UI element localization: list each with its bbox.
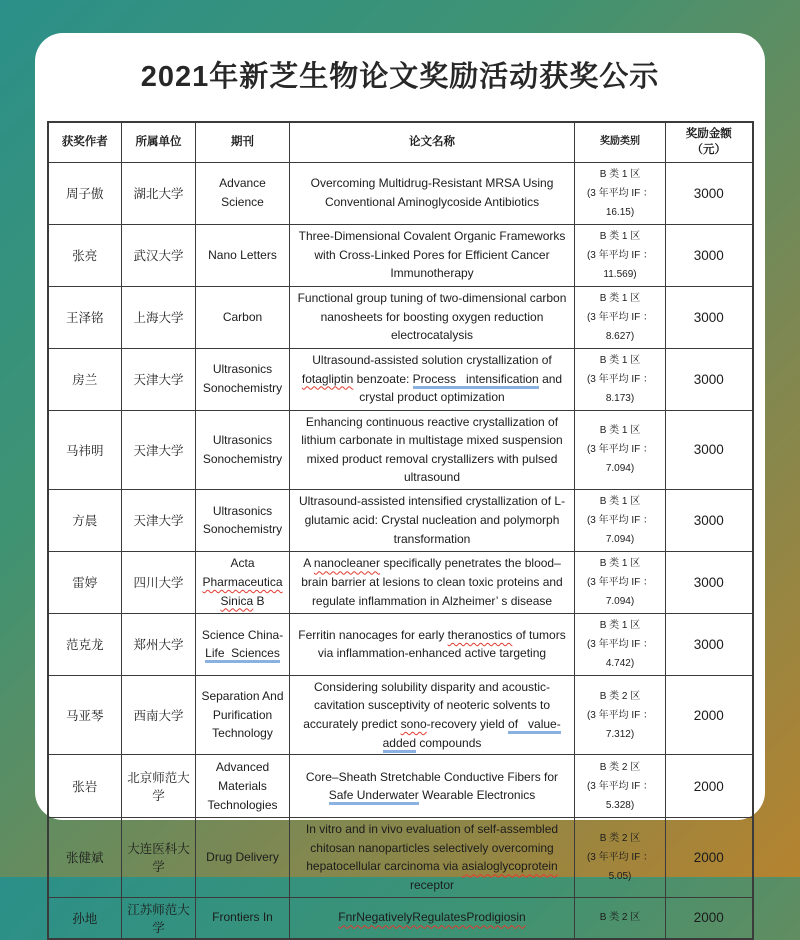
award-table [47, 121, 754, 940]
affiliation-cell: 江苏师范大学 [122, 897, 196, 939]
journal-cell [196, 162, 290, 224]
spellcheck-red-underline: FnrNegativelyRegulatesProdigiosin [338, 910, 526, 925]
award-amount-cell: 3000 [666, 489, 753, 551]
award-category-cell [575, 489, 666, 551]
table-row [48, 818, 753, 897]
award-category-cell [575, 818, 666, 897]
author-cell: 马亚琴 [48, 675, 122, 754]
affiliation-cell: 四川大学 [122, 551, 196, 613]
award-table-body [48, 162, 753, 939]
affiliation-cell: 上海大学 [122, 286, 196, 348]
paper-title-cell [290, 286, 575, 348]
column-header: 奖励类别 [575, 122, 666, 162]
award-amount-cell: 2000 [666, 755, 753, 818]
grammar-blue-underline: Process intensification [413, 372, 539, 389]
table-row [48, 162, 753, 224]
award-category-cell [575, 162, 666, 224]
text-segment: Separation And Purification Technology [201, 689, 284, 741]
text-segment: Acta [230, 556, 255, 571]
text-segment: Science China- [201, 627, 284, 642]
author-cell: 张岩 [48, 755, 122, 818]
award-amount-cell: 3000 [666, 348, 753, 410]
text-segment: Carbon [222, 309, 263, 324]
text-segment: specifically penetrates the blood– brain barrier at lesions to clean toxic proteins and regulate inflammation in Alzheimer’ s disease [301, 556, 563, 608]
paper-title-cell [290, 410, 575, 489]
award-category-cell [575, 410, 666, 489]
award-category-cell [575, 551, 666, 613]
category-line: B 类 1 区 [599, 619, 641, 631]
paper-title-cell [290, 551, 575, 613]
header-row [48, 122, 753, 162]
text-segment: Ultrasound-assisted solution crystallization of [312, 353, 552, 368]
table-row [48, 348, 753, 410]
category-line: (3 年平均 IF ：8.173) [586, 373, 654, 404]
award-category-cell [575, 613, 666, 675]
text-segment: -recovery yield [426, 717, 509, 732]
table-row [48, 551, 753, 613]
journal-cell [196, 410, 290, 489]
author-cell: 张亮 [48, 224, 122, 286]
award-amount-cell: 2000 [666, 818, 753, 897]
spellcheck-red-underline: fotagliptin [301, 371, 354, 386]
paper-title-cell [290, 613, 575, 675]
table-row [48, 613, 753, 675]
text-segment: Frontiers In [212, 910, 273, 925]
grammar-blue-underline: of value-added [383, 717, 561, 753]
text-segment: and crystal product optimization [359, 371, 563, 405]
text-segment: Ferritin nanocages for early [298, 627, 448, 642]
award-category-cell [575, 755, 666, 818]
column-header: 所属单位 [122, 122, 196, 162]
text-segment: Nano Letters [208, 247, 277, 262]
journal-cell [196, 286, 290, 348]
text-segment: compounds [416, 735, 482, 750]
journal-cell [196, 897, 290, 939]
affiliation-cell: 天津大学 [122, 410, 196, 489]
category-line: B 类 2 区 [599, 912, 641, 924]
author-cell: 孙地 [48, 897, 122, 939]
text-segment: of tumors via inflammation-enhanced active targeting [317, 627, 566, 661]
award-category-cell [575, 224, 666, 286]
table-header [48, 122, 753, 162]
author-cell: 周子傲 [48, 162, 122, 224]
table-row [48, 489, 753, 551]
text-segment: receptor [409, 878, 455, 893]
category-line: (3 年平均 IF ： [586, 249, 654, 261]
category-line: B 类 1 区 [599, 230, 641, 242]
text-segment: Overcoming Multidrug-Resistant MRSA Using Conventional Aminoglycoside Antibiotics [310, 176, 554, 209]
paper-title-cell [290, 897, 575, 939]
text-segment: In vitro and in vivo evaluation of self-assembled chitosan nanoparticles selectively overcoming hepatocellular carcinoma via [305, 822, 559, 874]
text-segment: Drug Delivery [206, 850, 279, 865]
author-cell: 王泽铭 [48, 286, 122, 348]
text-segment: Functional group tuning of two-dimensional carbon nanosheets for boosting oxygen reduction electrocatalysis [297, 291, 567, 343]
paper-title-cell [290, 348, 575, 410]
text-segment: Wearable Electronics [418, 788, 536, 803]
grammar-blue-underline: Safe Underwater [329, 788, 419, 805]
award-category-cell [575, 286, 666, 348]
text-segment: Advanced Materials Technologies [207, 760, 278, 812]
paper-title-cell [290, 489, 575, 551]
text-segment: Core–Sheath Stretchable Conductive Fibers for [305, 769, 559, 784]
category-line: 11.569) [603, 268, 637, 280]
award-category-cell [575, 675, 666, 754]
table-row [48, 286, 753, 348]
affiliation-cell: 郑州大学 [122, 613, 196, 675]
journal-cell [196, 675, 290, 754]
table-row [48, 410, 753, 489]
page-title: 2021年新芝生物论文奖励活动获奖公示 [140, 61, 660, 93]
category-line: (3 年平均 IF ： 5.05) [586, 851, 654, 882]
paper-title-cell [290, 224, 575, 286]
award-amount-cell: 2000 [666, 897, 753, 939]
spellcheck-red-underline: nanocleaner [313, 556, 380, 571]
paper-title-cell [290, 162, 575, 224]
category-line: B 类 2 区 [599, 761, 641, 773]
journal-cell [196, 818, 290, 897]
grammar-blue-underline: Life Sciences [205, 646, 280, 663]
paper-title-cell [290, 755, 575, 818]
affiliation-cell: 天津大学 [122, 348, 196, 410]
award-category-cell [575, 348, 666, 410]
table-row [48, 897, 753, 939]
journal-cell [196, 755, 290, 818]
category-line: B 类 1 区 [599, 425, 641, 437]
text-segment: Ultrasonics Sonochemistry [202, 503, 283, 537]
category-line: (3 年平均 IF ：4.742) [586, 638, 654, 669]
column-header: 期刊 [196, 122, 290, 162]
column-header: 论文名称 [290, 122, 575, 162]
journal-cell [196, 224, 290, 286]
author-cell: 马祎明 [48, 410, 122, 489]
column-header: 获奖作者 [48, 122, 122, 162]
affiliation-cell: 北京师范大学 [122, 755, 196, 818]
category-line: (3 年平均 IF ：7.094) [586, 444, 654, 475]
category-line: (3 年平均 IF ：16.15) [586, 187, 654, 218]
category-line: (3 年平均 IF ：7.312) [586, 709, 654, 740]
category-line: B 类 1 区 [599, 292, 641, 304]
affiliation-cell: 西南大学 [122, 675, 196, 754]
text-segment: A [303, 556, 314, 571]
table-row [48, 755, 753, 818]
journal-cell [196, 613, 290, 675]
award-amount-cell: 2000 [666, 675, 753, 754]
award-amount-cell: 3000 [666, 613, 753, 675]
text-segment: Ultrasound-assisted intensified crystallization of L-glutamic acid: Crystal nucleation and polymorph transformation [298, 494, 566, 546]
journal-cell [196, 348, 290, 410]
category-line: (3 年平均 IF ：5.328) [586, 780, 654, 811]
author-cell: 房兰 [48, 348, 122, 410]
table-row [48, 675, 753, 754]
text-segment: Ultrasonics Sonochemistry [202, 362, 283, 395]
award-amount-cell: 3000 [666, 162, 753, 224]
award-amount-cell: 3000 [666, 551, 753, 613]
category-line: B 类 1 区 [599, 168, 641, 180]
category-line: B 类 1 区 [599, 557, 641, 569]
affiliation-cell: 湖北大学 [122, 162, 196, 224]
text-segment: benzoate: [353, 371, 413, 386]
table-row [48, 224, 753, 286]
spellcheck-red-underline: sono [400, 717, 427, 732]
category-line: (3 年平均 IF ：7.094) [586, 576, 654, 607]
affiliation-cell: 天津大学 [122, 489, 196, 551]
category-line: B 类 2 区 [599, 690, 641, 702]
award-category-cell [575, 897, 666, 939]
text-segment: Ultrasonics Sonochemistry [202, 433, 283, 466]
spellcheck-red-underline: asialoglycoprotein [461, 859, 558, 874]
paper-title-cell [290, 675, 575, 754]
text-segment: Considering solubility disparity and acoustic-cavitation susceptivity of neoteric solvents to accurately predict [303, 679, 551, 732]
text-segment: Three-Dimensional Covalent Organic Frameworks with Cross-Linked Pores for Efficient Cancer Immunotherapy [298, 229, 566, 281]
affiliation-cell: 大连医科大学 [122, 818, 196, 897]
author-cell: 范克龙 [48, 613, 122, 675]
text-segment: B [253, 593, 265, 608]
award-amount-cell: 3000 [666, 286, 753, 348]
category-line: B 类 1 区 [599, 495, 641, 507]
announcement-card [35, 33, 765, 935]
paper-title-cell [290, 818, 575, 897]
spellcheck-red-underline: Sinica [220, 593, 254, 608]
author-cell: 方晨 [48, 489, 122, 551]
category-line: (3 年平均 IF ：7.094) [586, 514, 654, 545]
affiliation-cell: 武汉大学 [122, 224, 196, 286]
category-line: (3 年平均 IF ：8.627) [586, 311, 654, 342]
text-segment: Advance Science [219, 176, 266, 209]
text-segment: Enhancing continuous reactive crystallization of lithium carbonate in multistage mixed suspension mixed product removal crystallizers with pulsed ultrasound [301, 414, 563, 485]
spellcheck-red-underline: theranostics [447, 627, 513, 642]
award-amount-cell: 3000 [666, 410, 753, 489]
column-header: 奖励金额 （元） [666, 122, 753, 162]
author-cell: 张健斌 [48, 818, 122, 897]
journal-cell [196, 551, 290, 613]
spellcheck-red-underline: Pharmaceutica [202, 575, 283, 590]
journal-cell [196, 489, 290, 551]
category-line: B 类 2 区 [599, 832, 641, 844]
category-line: B 类 1 区 [599, 354, 641, 366]
award-amount-cell: 3000 [666, 224, 753, 286]
author-cell: 雷婷 [48, 551, 122, 613]
